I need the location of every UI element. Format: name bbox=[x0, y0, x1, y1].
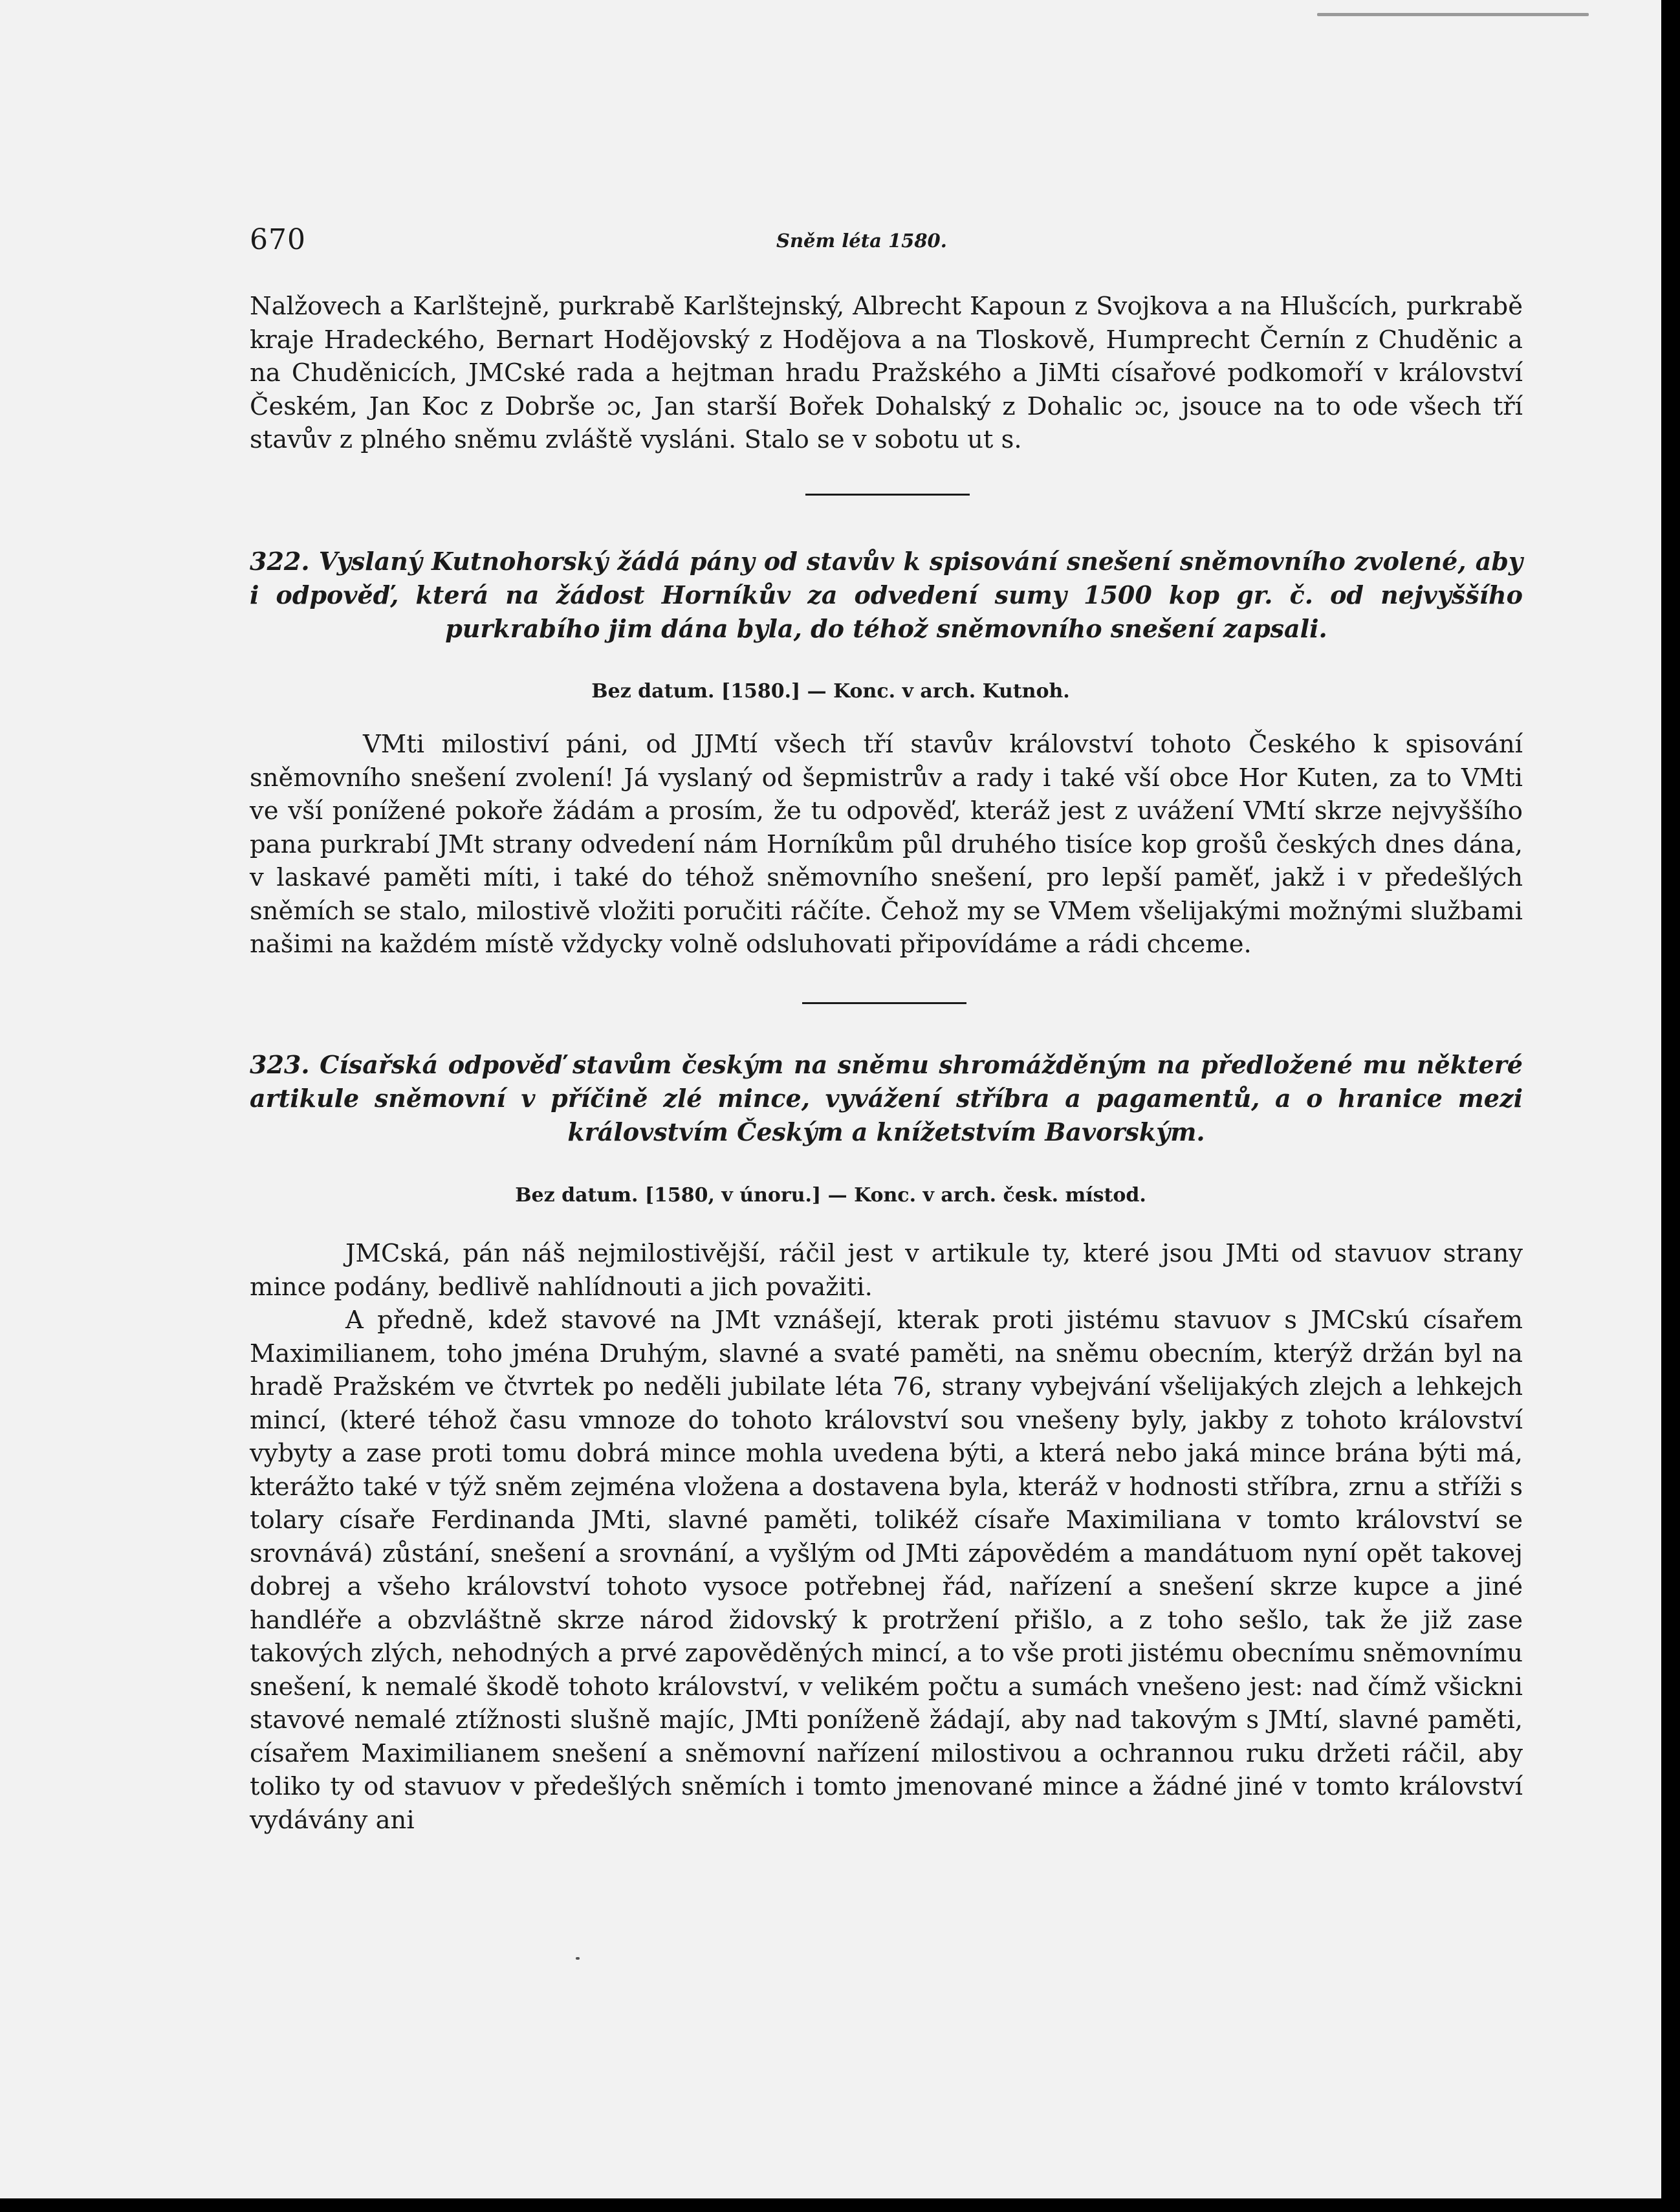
document-323-title: 323. Císařská odpověď stavům českým na sněmu shromážděným na předložené mu některé artikule sněmovní v příčině zlé mince, vyvážení stříbra a pagamentů, a o hranice mezi královstvím Českým a knížetstvím Bavorským. bbox=[250, 1050, 1523, 1146]
page-number: 670 bbox=[250, 223, 306, 256]
scan-edge-mark bbox=[1317, 13, 1589, 16]
document-323-paragraph-1: JMCská, pán náš nejmilostivější, ráčil jest v artikule ty, které jsou JMti od stavuov strany mince podány, bedlivě nahlídnouti a jich považiti. bbox=[250, 1239, 1523, 1302]
page-header bbox=[0, 223, 1661, 262]
document-322-title: 322. Vyslaný Kutnohorský žádá pány od stavův k spisování snešení sněmovního zvolené, aby i odpověď, která na žádost Horníkův za odvedení sumy 1500 kop gr. č. od nejvyššího purkrabího jim dána byla, do téhož sněmovního snešení zapsali. bbox=[250, 547, 1523, 643]
intro-paragraph: Nalžovech a Karlštejně, purkrabě Karlštejnský, Albrecht Kapoun z Svojkova a na Hlušcích, purkrabě kraje Hradeckého, Bernart Hodějovský z Hodějova a na Tloskově, Humprecht Černín z Chuděnic a na Chuděnicích, JMCské rada a hejtman hradu Pražského a JiMti císařové podkomoří v království Českém, Jan Koc z Dobrše ɔc, Jan starší Bořek Dohalský z Dohalic ɔc, jsouce na to ode všech tří stavův z plného sněmu zvláště vysláni. Stalo se v sobotu ut s. bbox=[250, 292, 1523, 454]
section-divider bbox=[802, 1002, 966, 1004]
document-322-source: Bez datum. [1580.] — Konc. v arch. Kutnoh. bbox=[591, 680, 1070, 703]
document-322-title-block bbox=[250, 545, 1523, 646]
scan-border-right bbox=[1661, 0, 1680, 2212]
document-322-body-block bbox=[250, 728, 1523, 961]
document-323-body-block bbox=[250, 1237, 1523, 1837]
document-323-paragraph-2: A předně, kdež stavové na JMt vznášejí, kterak proti jistému stavuov s JMCskú císařem Maximilianem, toho jména Druhým, slavné a svaté paměti, na sněmu obecním, kterýž držán byl na hradě Pražském ve čtvrtek po neděli jubilate léta 76, strany vybejvání všelijakých zlejch a lehkejch mincí, (které téhož času vmnoze do tohoto království sou vnešeny byly, jakby z tohoto království vybyty a zase proti tomu dobrá mince mohla uvedena býti, a která nebo jaká mince brána býti má, kterážto také v týž sněm zejména vložena a dostavena byla, kteráž v hodnosti stříbra, zrnu a stříži s tolary císaře Ferdinanda JMti, slavné paměti, tolikéž císaře Maximiliana v tomto království se srovnává) zůstání, snešení a srovnání, a vyšlým od JMti zápovědém a mandátuom nyní opět takovej dobrej a všeho království tohoto vysoce potřebnej řád, nařízení a snešení skrze kupce a jiné handléře a obzvláštně skrze národ židovský k protržení přišlo, a z toho sešlo, tak že již zase takových zlých, nehodných a prvé zapověděných mincí, a to vše proti jistému obecnímu sněmovnímu snešení, k nemalé škodě tohoto království, v velikém počtu a sumách vnešeno jest: nad čímž všickni stavové nemalé ztížnosti slušně majíc, JMti poníženě žádají, aby nad takovým s JMtí, slavné paměti, císařem Maximilianem snešení a sněmovní nařízení milostivou a ochrannou ruku držeti ráčil, aby toliko ty od stavuov v předešlých sněmích i tomto jmenované mince a žádné jiné v tomto království vydávány ani bbox=[250, 1306, 1523, 1835]
intro-section bbox=[250, 290, 1523, 457]
scan-speck bbox=[576, 1957, 580, 1960]
scan-border-bottom bbox=[0, 2198, 1680, 2212]
running-head: Sněm léta 1580. bbox=[776, 230, 947, 252]
document-323-title-block bbox=[250, 1048, 1523, 1149]
document-322-body: VMti milostiví páni, od JJMtí všech tří stavův království tohoto Českého k spisování sněmovního snešení zvolení! Já vyslaný od šepmistrův a rady i také vší obce Hor Kuten, za to VMti ve vší ponížené pokoře žádám a prosím, že tu odpověď, kteráž jest z uvážení VMtí skrze nejvyššího pana purkrabí JMt strany odvedení nám Horníkům půl druhého tisíce kop grošů českých dnes dána, v laskavé paměti míti, i také do téhož sněmovního snešení, pro lepší paměť, jakž i v předešlých sněmích se stalo, milostivě vložiti poručiti ráčíte. Čehož my se VMem všelijakými možnými službami našimi na každém místě vždycky volně odsluhovati připovídáme a rádi chceme. bbox=[250, 730, 1523, 959]
document-323-source: Bez datum. [1580, v únoru.] — Konc. v arch. česk. místod. bbox=[515, 1184, 1146, 1207]
section-divider bbox=[805, 494, 970, 496]
